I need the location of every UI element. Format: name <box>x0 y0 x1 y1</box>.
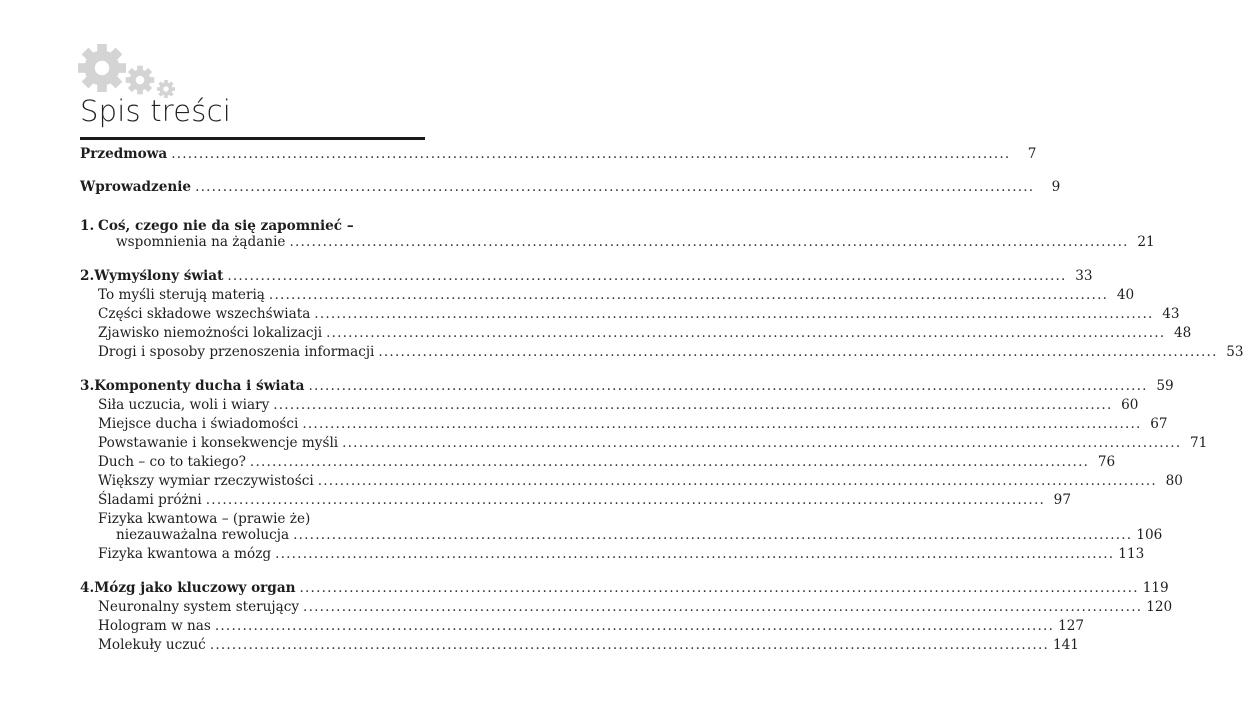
toc-page: 33 <box>1075 268 1093 284</box>
toc-label: Wymyślony świat <box>94 268 224 284</box>
toc-page: 97 <box>1053 492 1071 508</box>
toc-page: 113 <box>1118 546 1145 562</box>
toc-leader: ........................................................................................................................................................ <box>214 618 1055 634</box>
toc-page: 120 <box>1146 599 1173 615</box>
toc-label: Fizyka kwantowa a mózg <box>98 546 272 562</box>
toc-leader: ........................................................................................................................................................ <box>171 146 1011 162</box>
toc-leader: ........................................................................................................................................................ <box>317 473 1157 489</box>
toc-page: 141 <box>1053 637 1079 653</box>
toc-label: wspomnienia na żądanie <box>116 234 286 250</box>
toc-label: Mózg jako kluczowy organ <box>94 580 296 596</box>
toc-entry <box>80 471 1183 491</box>
toc-leader: ........................................................................................................................................................ <box>275 546 1115 562</box>
toc-label: Przedmowa <box>80 146 168 162</box>
toc-label: To myśli sterują materią <box>98 287 265 303</box>
toc-leader: ........................................................................................................................................................ <box>303 599 1143 615</box>
toc-entry <box>80 323 1192 343</box>
toc-chapter-number: 4. <box>80 580 95 596</box>
toc-entry <box>80 544 1145 564</box>
toc-page: 7 <box>1027 146 1037 162</box>
toc-page: 80 <box>1165 473 1183 489</box>
toc-leader: ........................................................................................................................................................ <box>378 344 1218 360</box>
toc-page: 106 <box>1136 527 1163 543</box>
toc-leader: ........................................................................................................................................................ <box>249 454 1090 470</box>
title-rule <box>80 137 425 140</box>
toc-entry <box>80 490 1071 510</box>
toc-leader: ........................................................................................................................................................ <box>314 306 1154 322</box>
toc-label: Powstawanie i konsekwencje myśli <box>98 435 339 451</box>
toc-label: Komponenty ducha i świata <box>94 378 305 394</box>
toc-chapter-4 <box>80 578 1169 598</box>
toc-page: 60 <box>1121 397 1139 413</box>
toc-entry <box>80 597 1173 617</box>
toc-entry <box>80 433 1208 453</box>
toc-label: Neuronalny system sterujący <box>98 599 300 615</box>
toc-page: 43 <box>1162 306 1180 322</box>
toc-chapter-number: 3. <box>80 378 95 394</box>
toc-entry <box>80 304 1180 324</box>
toc-page: 119 <box>1142 580 1169 596</box>
toc-page: 59 <box>1156 378 1174 394</box>
toc-entry <box>80 525 1163 545</box>
toc-leader: ........................................................................................................................................................ <box>293 527 1133 543</box>
toc-leader: ........................................................................................................................................................ <box>308 378 1148 394</box>
toc-label: Fizyka kwantowa – (prawie że) <box>98 511 311 527</box>
toc-chapter-3 <box>80 376 1174 396</box>
toc-entry <box>80 285 1135 305</box>
toc-leader: ........................................................................................................................................................ <box>195 179 1035 195</box>
toc-chapter-number: 1. <box>80 218 95 234</box>
toc-label: Zjawisko niemożności lokalizacji <box>98 325 323 341</box>
toc-label: Wprowadzenie <box>80 179 192 195</box>
toc-entry <box>80 342 1244 362</box>
toc-entry <box>80 395 1139 415</box>
toc-leader: ........................................................................................................................................................ <box>273 397 1113 413</box>
toc-label: Molekuły uczuć <box>98 637 206 653</box>
toc-label: Miejsce ducha i świadomości <box>98 416 299 432</box>
toc-leader: ........................................................................................................................................................ <box>227 268 1067 284</box>
toc-chapter-2 <box>80 266 1093 286</box>
toc-label: niezauważalna rewolucja <box>116 527 290 543</box>
toc-page: 21 <box>1137 234 1155 250</box>
toc-leader: ........................................................................................................................................................ <box>289 234 1129 250</box>
toc-label: Duch – co to takiego? <box>98 454 246 470</box>
toc-page: 40 <box>1116 287 1135 303</box>
toc-leader: ........................................................................................................................................................ <box>205 492 1045 508</box>
toc-label: Śladami próżni <box>98 492 202 508</box>
toc-leader: ........................................................................................................................................................ <box>326 325 1166 341</box>
toc-entry <box>80 452 1116 472</box>
toc-entry <box>80 414 1168 434</box>
toc-page: 127 <box>1058 618 1085 634</box>
toc-page: 71 <box>1190 435 1208 451</box>
toc-page: 48 <box>1173 325 1192 341</box>
toc-page: 53 <box>1226 344 1244 360</box>
toc-label: Większy wymiar rzeczywistości <box>98 473 314 489</box>
toc-entry-wprowadzenie <box>80 177 1061 197</box>
toc-leader: ........................................................................................................................................................ <box>342 435 1182 451</box>
toc-entry <box>80 635 1079 655</box>
toc-page: 76 <box>1097 454 1116 470</box>
toc-entry <box>80 616 1085 636</box>
toc-leader: ........................................................................................................................................................ <box>302 416 1142 432</box>
toc-label: Części składowe wszechświata <box>98 306 311 322</box>
page-title: Spis treści <box>80 94 232 128</box>
toc-page: 67 <box>1150 416 1168 432</box>
toc-entry-przedmowa <box>80 144 1037 164</box>
toc-entry <box>80 232 1155 252</box>
toc-label: Coś, czego nie da się zapomnieć – <box>98 218 354 234</box>
toc-leader: ........................................................................................................................................................ <box>268 287 1109 303</box>
toc-leader: ........................................................................................................................................................ <box>299 580 1139 596</box>
toc-page: 9 <box>1051 179 1061 195</box>
toc-label: Siła uczucia, woli i wiary <box>98 397 270 413</box>
toc-leader: ........................................................................................................................................................ <box>209 637 1049 653</box>
toc-label: Drogi i sposoby przenoszenia informacji <box>98 344 375 360</box>
toc-label: Hologram w nas <box>98 618 211 634</box>
toc-chapter-number: 2. <box>80 268 95 284</box>
